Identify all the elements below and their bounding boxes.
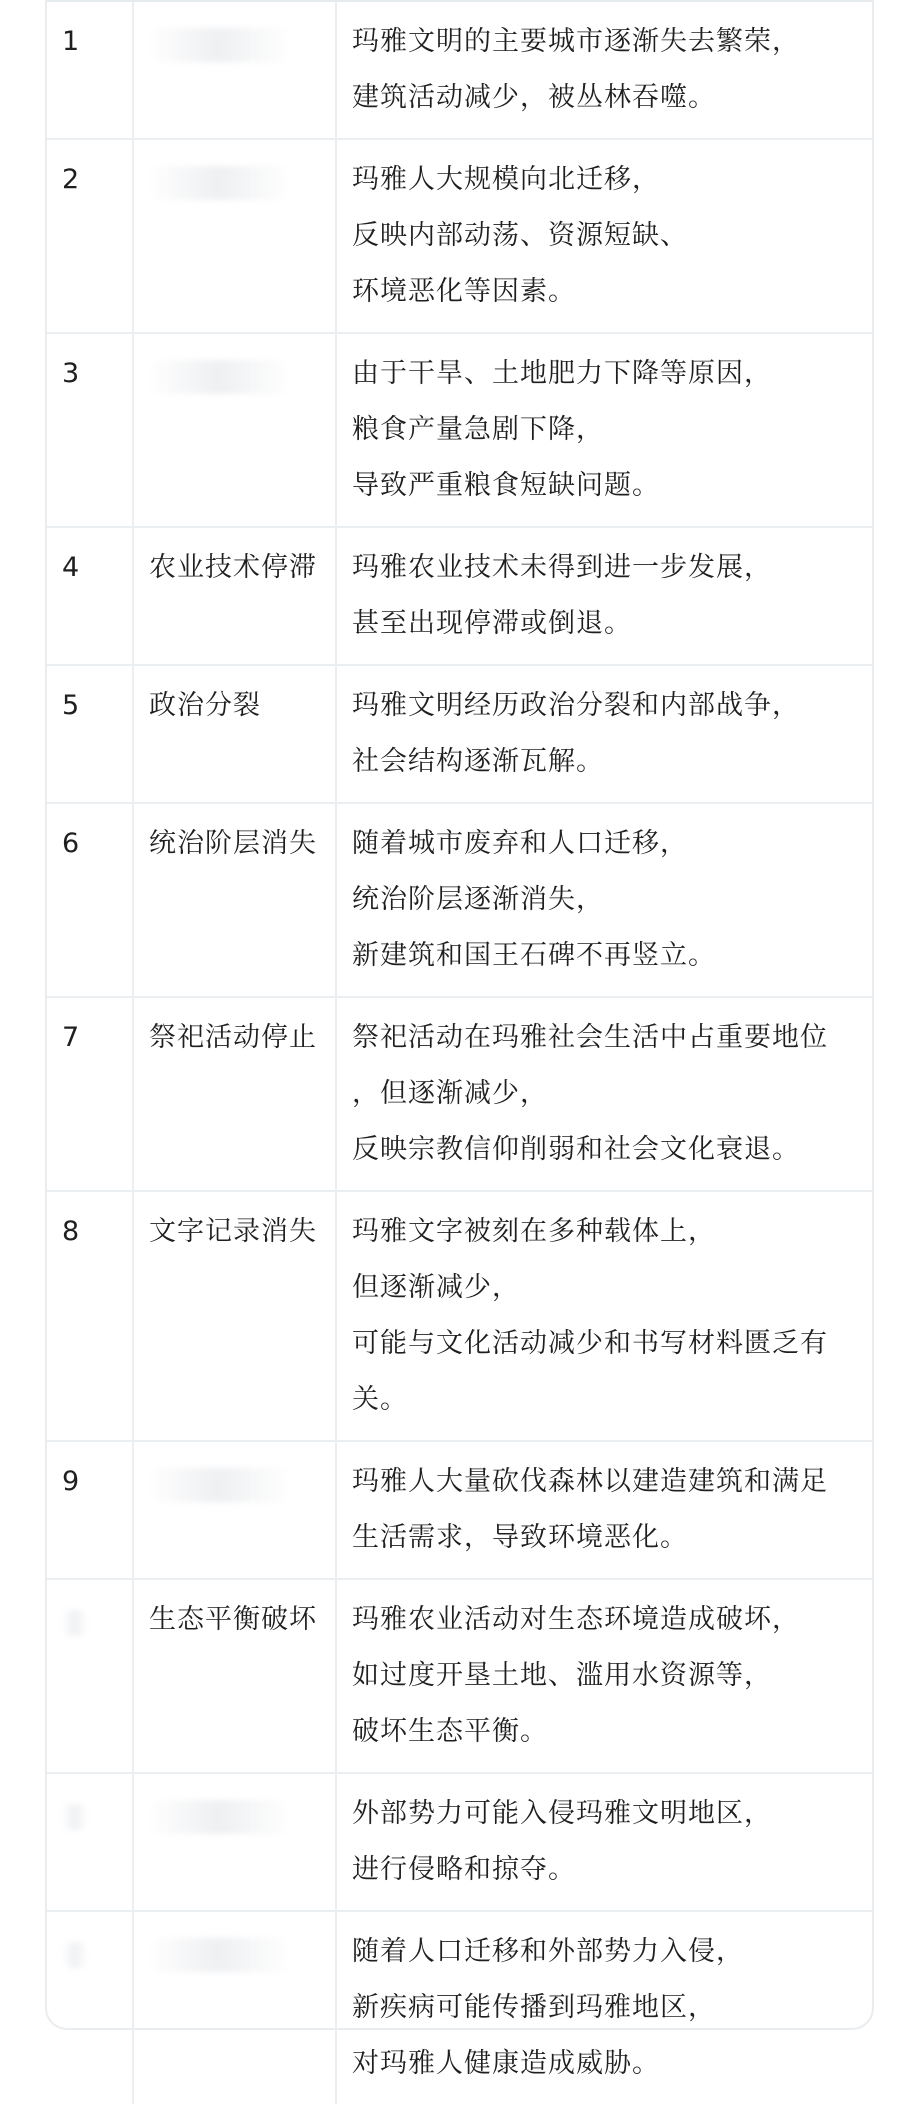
factor-description-cell: 玛雅农业技术未得到进一步发展， 甚至出现停滞或倒退。 <box>352 552 772 639</box>
factor-description-cell: 玛雅人大量砍伐森林以建造建筑和满足 生活需求，导致环境恶化。 <box>352 1466 828 1553</box>
row-number-cell: 9 <box>47 1442 134 1578</box>
blurred-name <box>149 1938 289 1972</box>
table-row <box>47 140 872 334</box>
factor-name-cell: 生态平衡破坏 <box>134 1580 337 1772</box>
factor-name-cell <box>134 140 337 332</box>
row-number-cell: 8 <box>47 1192 134 1440</box>
factor-name-cell: 统治阶层消失 <box>134 804 337 996</box>
factor-description-cell: 祭祀活动在玛雅社会生活中占重要地位 ，但逐渐减少， 反映宗教信仰削弱和社会文化衰退。 <box>352 1022 828 1165</box>
row-number-cell <box>47 1774 134 1910</box>
factor-name-cell: 政治分裂 <box>134 666 337 802</box>
table-row <box>47 2 872 140</box>
table-row <box>47 1912 872 2104</box>
row-number-cell: 6 <box>47 804 134 996</box>
factor-name-cell <box>134 1774 337 1910</box>
factor-name-cell: 祭祀活动停止 <box>134 998 337 1190</box>
blurred-number <box>62 1804 88 1830</box>
blurred-number <box>62 1942 88 1968</box>
factor-name-cell: 文字记录消失 <box>134 1192 337 1440</box>
table-row <box>47 1580 872 1774</box>
factor-description-cell: 外部势力可能入侵玛雅文明地区， 进行侵略和掠夺。 <box>352 1798 772 1885</box>
factor-description-cell: 随着人口迁移和外部势力入侵， 新疾病可能传播到玛雅地区， 对玛雅人健康造成威胁。 <box>352 1936 744 2079</box>
blurred-name <box>149 1800 289 1834</box>
table-row <box>47 528 872 666</box>
table-row <box>47 334 872 528</box>
row-number-cell <box>47 1580 134 1772</box>
row-number-cell: 7 <box>47 998 134 1190</box>
row-number-cell: 2 <box>47 140 134 332</box>
factor-name-cell <box>134 1442 337 1578</box>
blurred-number <box>62 1610 88 1636</box>
factor-description-cell: 玛雅文明的主要城市逐渐失去繁荣， 建筑活动减少，被丛林吞噬。 <box>352 26 800 113</box>
blurred-name <box>149 28 289 62</box>
table-row <box>47 998 872 1192</box>
factor-description-cell: 随着城市废弃和人口迁移， 统治阶层逐渐消失， 新建筑和国王石碑不再竖立。 <box>352 828 716 971</box>
factor-name-cell: 农业技术停滞 <box>134 528 337 664</box>
blurred-name <box>149 166 289 200</box>
factor-name-cell <box>134 2 337 138</box>
blurred-name <box>149 1468 289 1502</box>
row-number-cell: 3 <box>47 334 134 526</box>
row-number-cell <box>47 1912 134 2104</box>
row-number-cell: 1 <box>47 2 134 138</box>
data-table <box>45 0 874 2079</box>
table-row <box>47 1442 872 1580</box>
row-number-cell: 5 <box>47 666 134 802</box>
factor-description-cell: 玛雅人大规模向北迁移， 反映内部动荡、资源短缺、 环境恶化等因素。 <box>352 164 688 307</box>
factor-description-cell: 玛雅农业活动对生态环境造成破坏， 如过度开垦土地、滥用水资源等， 破坏生态平衡。 <box>352 1604 800 1747</box>
factor-description-cell: 玛雅文明经历政治分裂和内部战争， 社会结构逐渐瓦解。 <box>352 690 800 777</box>
blurred-name <box>149 360 289 394</box>
factor-name-cell <box>134 1912 337 2104</box>
table-row <box>47 666 872 804</box>
row-number-cell: 4 <box>47 528 134 664</box>
table-row <box>47 1192 872 1442</box>
factor-name-cell <box>134 334 337 526</box>
factor-description-cell: 玛雅文字被刻在多种载体上， 但逐渐减少， 可能与文化活动减少和书写材料匮乏有 关。 <box>352 1216 828 1415</box>
table-row <box>47 804 872 998</box>
factor-description-cell: 由于干旱、土地肥力下降等原因， 粮食产量急剧下降， 导致严重粮食短缺问题。 <box>352 358 772 501</box>
table-row <box>47 1774 872 1912</box>
table-body <box>47 2 872 2104</box>
